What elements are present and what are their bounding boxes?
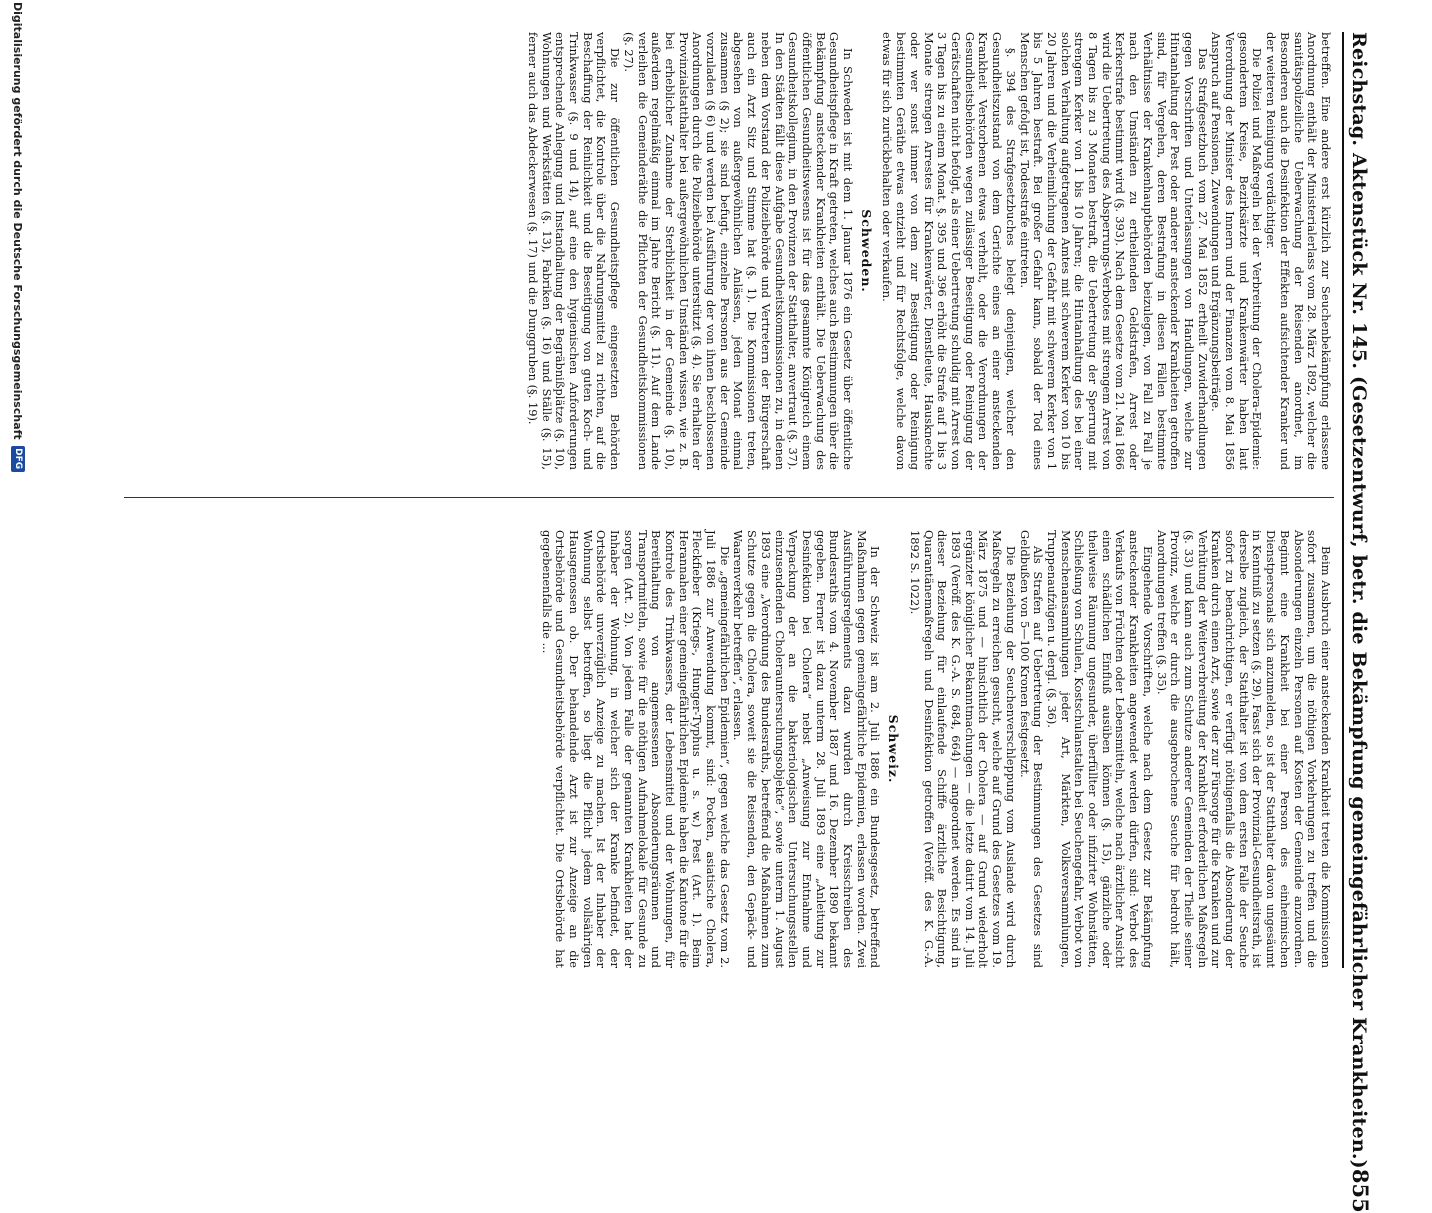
paragraph: Die zur öffentlichen Gesundheitspflege eingesetzten Behörden verpflichtet, die Kontrole über die Nahrungsmittel zu richten, auf die Beschaffung der Reinlichkeit und die Beseitigung von guten Koch- und Trinkwasser (§. 9 und 14), auf eine den hygienischen Anforderungen entsprechende Anlegung und Instandhaltung der Begräbnißplätze (§. 10), Wohnungen und Werkstätten (§. 13), Fabriken (§. 16) und Ställe (§. 15), ferner auch das Abdeckerwesen (§. 17) und die Dunggruben (§. 19). (525, 32, 623, 470)
paragraph: Die „gemeingefährlichen Epidemien“, gegen welche das Gesetz vom 2. Juli 1886 zur Anwendung kommt, sind: Pocken, asiatische Cholera, Fleckfieber (Kriegs-, Hunger-Typhus u. s. w.) Pest (Art. 1). Beim Herannahen einer gemeingefährlichen Epidemie haben die Kantone für die Kontrole des Trinkwassers, der Lebensmittel und der Wohnungen, für Bereithaltung von angemessenen Absonderungsräumen und Transportmitteln, sowie für die nöthigen Aufnahmelokale für Gesunde zu sorgen (Art. 2). Von jedem Falle der genannten Krankheiten hat der Inhaber der Wohnung, in welcher sich der Kranke befindet, der Ortsbehörde unverzüglich Anzeige zu machen. Ist der Inhaber der Wohnung selbst betroffen, so liegt die Pflicht jedem vollsährigen Hausgenossen ob. Der behandelnde Arzt ist zur Anzeige an die Ortsbehörde und Gesundheitsbehörde verpflichtet. Die Ortsbehörde hat gegebenenfalls die ... (539, 530, 732, 968)
paragraph: In Schweden ist mit dem 1. Januar 1876 ein Gesetz über öffentliche Gesundheitspflege in Kraft getreten, welches auch Bestimmungen über die Bekämpfung ansteckender Krankheiten enthält. Die Ueberwachung des öffentlichen Gesundheitswesens ist für das gesammte Königreich einem Gesundheitskollegium, in den Provinzen der Statthalter, anvertraut (§. 37). In den Städten fällt diese Aufgabe Gesundheitskommissionen zu, in denen neben dem Vorstand der Polizeibehörde und Vertretern der Bürgerschaft auch ein Arzt Sitz und Stimme hat (§. 1). Die Kommissionen treten, abgesehen von außergewöhnlichen Anlässen, jeden Monat einmal zusammen (§ 2); sie sind befugt, einzelne Personen aus der Gemeinde vorzuladen (§ 6) und werden bei Ausführung der von ihnen beschlossenen Anordnungen durch die Polizeibehörde unterstützt (§. 4). Sie erhalten der Provinzialstatthalter bei außergewöhnlichen Umständen wissen, wie z. B. bei erheblicher Zunahme der Sterblichkeit in der Gemeinde (§. 10), außerdem regelmäßig einmal im Jahre Bericht (§. 11). Auf dem Lande verleihen die Gemeinderäthe die Pflichten der Gesundheitskommissionen (§. 27). (621, 32, 856, 470)
dfg-logo: DFG (11, 446, 25, 472)
column-divider (124, 497, 1334, 498)
left-column (525, 32, 1332, 470)
paragraph: Als Strafen auf Uebertretung der Bestimmungen des Gesetzes sind Geldbußen von 5—100 Kronen festgesetzt. (1017, 530, 1046, 968)
paragraph: Das Strafgesetzbuch vom 27. Mai 1852 ertheilt Zuwiderhandlungen gegen Vorschriften und Unterlassungen von Handlungen, welche zur Hintanhaltung der Pest oder anderer ansteckender Krankheiten getroffen sind, für Vergehen, deren Bestrafung in diesen Fällen bestimmte Verhältnisse der Krankenhauptbehörden beizulegen, von Fall zu Fall je nach den Umständen zu ertheilenden Geldstrafen, Arrest oder Kerkerstrafe bestimmt wird (§. 393). Nach dem Gesetze vom 21. Mai 1866 wird die Uebertretung des Absperrungs-Verbotes mit strengem Arrest von 8 Tagen bis zu 3 Monaten bestraft, die Uebertretung der Sperrung mit strengem Kerker von 1 bis 10 Jahren; die Hintanhaltung des bei einer solchen Verhaltung aufgetragenen Amtes mit schwerem Kerker von 10 bis 20 Jahren und die Verheimlichung der Gefahr mit schwerem Kerker von 1 bis 5 Jahren bestraft. Bei großer Gefahr kann, sobald der Tod eines Menschen gefolgt ist, Todesstrafe eintreten. (1017, 32, 1210, 470)
paragraph: In der Schweiz ist am 2. Juli 1886 ein Bundesgesetz, betreffend Maßnahmen gegen gemeingefährliche Epidemien, erlassen worden. Zwei Ausführungsreglements dazu wurden durch Kreisschreiben des Bundesraths vom 4. November 1887 und 16. Dezember 1890 bekannt gegeben. Ferner ist dazu unterm 28. Juli 1893 eine „Anleitung zur Desinfektion bei Cholera“ nebst „Anweisung zur Entnahme und Verpackung der an die bakteriologischen Untersuchungsstellen einzusendenden Cholerauntersuchungsobjekte“, sowie unterm 1. August 1893 eine „Verordnung des Bundesraths, betreffend die Maßnahmen zum Schutze gegen die Cholera, soweit sie die Reisenden, den Gepäck- und Waarenverkehr betreffen“, erlassen. (731, 530, 883, 968)
paragraph: betreffen. Eine andere erst kürzlich zur Seuchenbekämpfung erlassene Anordnung enthält der Ministerialerlass vom 28. März 1892, welcher die sanitätspolizeiliche Ueberwachung der Reisenden anordnet, im Besonderen auch die Desinfektion der Effekten aufsichtender Kranker und der weiteren Reinigung verdächtiger. (1264, 32, 1333, 470)
header-title: Reichstag. Aktenstück Nr. 145. (Gesetzentwurf, betr. die Bekämpfung gemeingefährlicher Krankheiten.) (1348, 32, 1370, 1169)
paragraph: Die Polizei und Maßregeln bei der Verbreitung der Cholera-Epidemie: gesondertem Kreise, Bezirksärzte und Krankenwärter haben laut Verordnung der Minister des Innern und der Finanzen vom 8. Mai 1856 Anspruch auf Pensionen, Zuwendungen und Ergänzungsbeiträge. (1209, 32, 1265, 470)
section-heading: Schweden. (858, 209, 874, 293)
page-header (1342, 32, 1384, 1213)
paragraph: Eingehende Vorschriften, welche nach dem Gesetz zur Bekämpfung ansteckender Krankheiten angewendet werden dürfen, sind: Verbot des Verkaufs von Früchten oder Lebensmitteln, welche nach ärztlicher Ansicht einen schädlichen Einfluß ausüben können (§. 15), gänzliche oder theilweise Räumung ungesunder, überfüllter oder infizirter Wohnstätten, Schließung von Schulen, Kostschulanstalten bei Seuchengefahr, Verbot von Menschenansammlungen jeder Art, Märkten, Volksversammlungen, Truppenaufzügen u. dergl. (§. 36). (1044, 530, 1155, 968)
page-number: 855 (1348, 1168, 1373, 1213)
paragraph: Beim Ausbruch einer ansteckenden Krankheit treten die Kommissionen sofort zusammen, um die nöthigen Vorkehrungen zu treffen und die Absonderungen einzeln Personen auf Kosten der Gemeinde anzuordnen. Beginnt eine Krankheit bei einer Person des einheimischen Dienstpersonals sich anzumelden, so ist der Statthalter davon ungesäumt in Kenntniß zu setzen (§. 29). Fasst sich der Provinzial-Gesundheitsrath, ist derselbe zugleich, der Statthalter ist von dem ersten Falle der Seuche sofort zu benachrichtigen, er verfügt nöthigenfalls die Absonderung der Kranken durch einen Arzt, sowie der zur Fürsorge für die Kranken und zur Verhütung der Weiterverbreitung der Krankheit erforderlichen Maßregeln (§. 33) und kann auch zum Schutze anderer Gemeinden der Theile seiner Provinz, welche er durch die ausgebrochene Seuche für bedroht hält, Anordnungen treffen (§. 35). (1154, 530, 1333, 968)
digitization-footer (5, 0, 31, 1000)
paragraph: Die Beziehung der Seuchenverschleppung vom Auslande wird durch Maßregeln zu erreichen gesucht, welche auf Grund des Gesetzes vom 19. März 1875 und — hinsichtlich der Cholera — auf Grund wiederholt ergänzter königlicher Bekanntmachungen — die letzte datirt vom 14. Juli 1893 (Veröff. des K. G.-A. S. 684, 664) — angeordnet werden. Es sind in dieser Beziehung für einlaufende Schiffe ärztliche Besichtigung, Quarantänemaßregeln und Desinfektion getroffen (Veröff. des K. G.-A. 1892 S. 1022). (907, 530, 1018, 968)
right-column (539, 530, 1332, 968)
footer-text: Digitalisierung gefördert durch die Deutsche Forschungsgemeinschaft (11, 2, 25, 440)
section-heading: Schweiz. (886, 714, 902, 784)
paragraph: §. 394 des Strafgesetzbuches belegt denjenigen, welcher den Gesundheitszustand von dem Gerichte eines an einer ansteckenden Krankheit Verstorbenen etwas verhehlt, oder die Verordnungen der Gesundheitsbehörden wegen zulässiger Beseitigung oder Reinigung der Gerätschaften nicht befolgt, als einer Uebertretung schuldig mit Arrest von 3 Tagen bis zu einem Monat. §. 395 und 396 erhöht die Strafe auf 1 bis 3 Monate strengen Arrestes für Krankenwärter, Dienstleute, Hausknechte oder wer sonst immer von dem zur Beseitigung oder Reinigung bestimmten Geräthe etwas entzieht und für Rechtsfolge, welche davon etwas für sich zurückbehalten oder verkaufen. (880, 32, 1018, 470)
